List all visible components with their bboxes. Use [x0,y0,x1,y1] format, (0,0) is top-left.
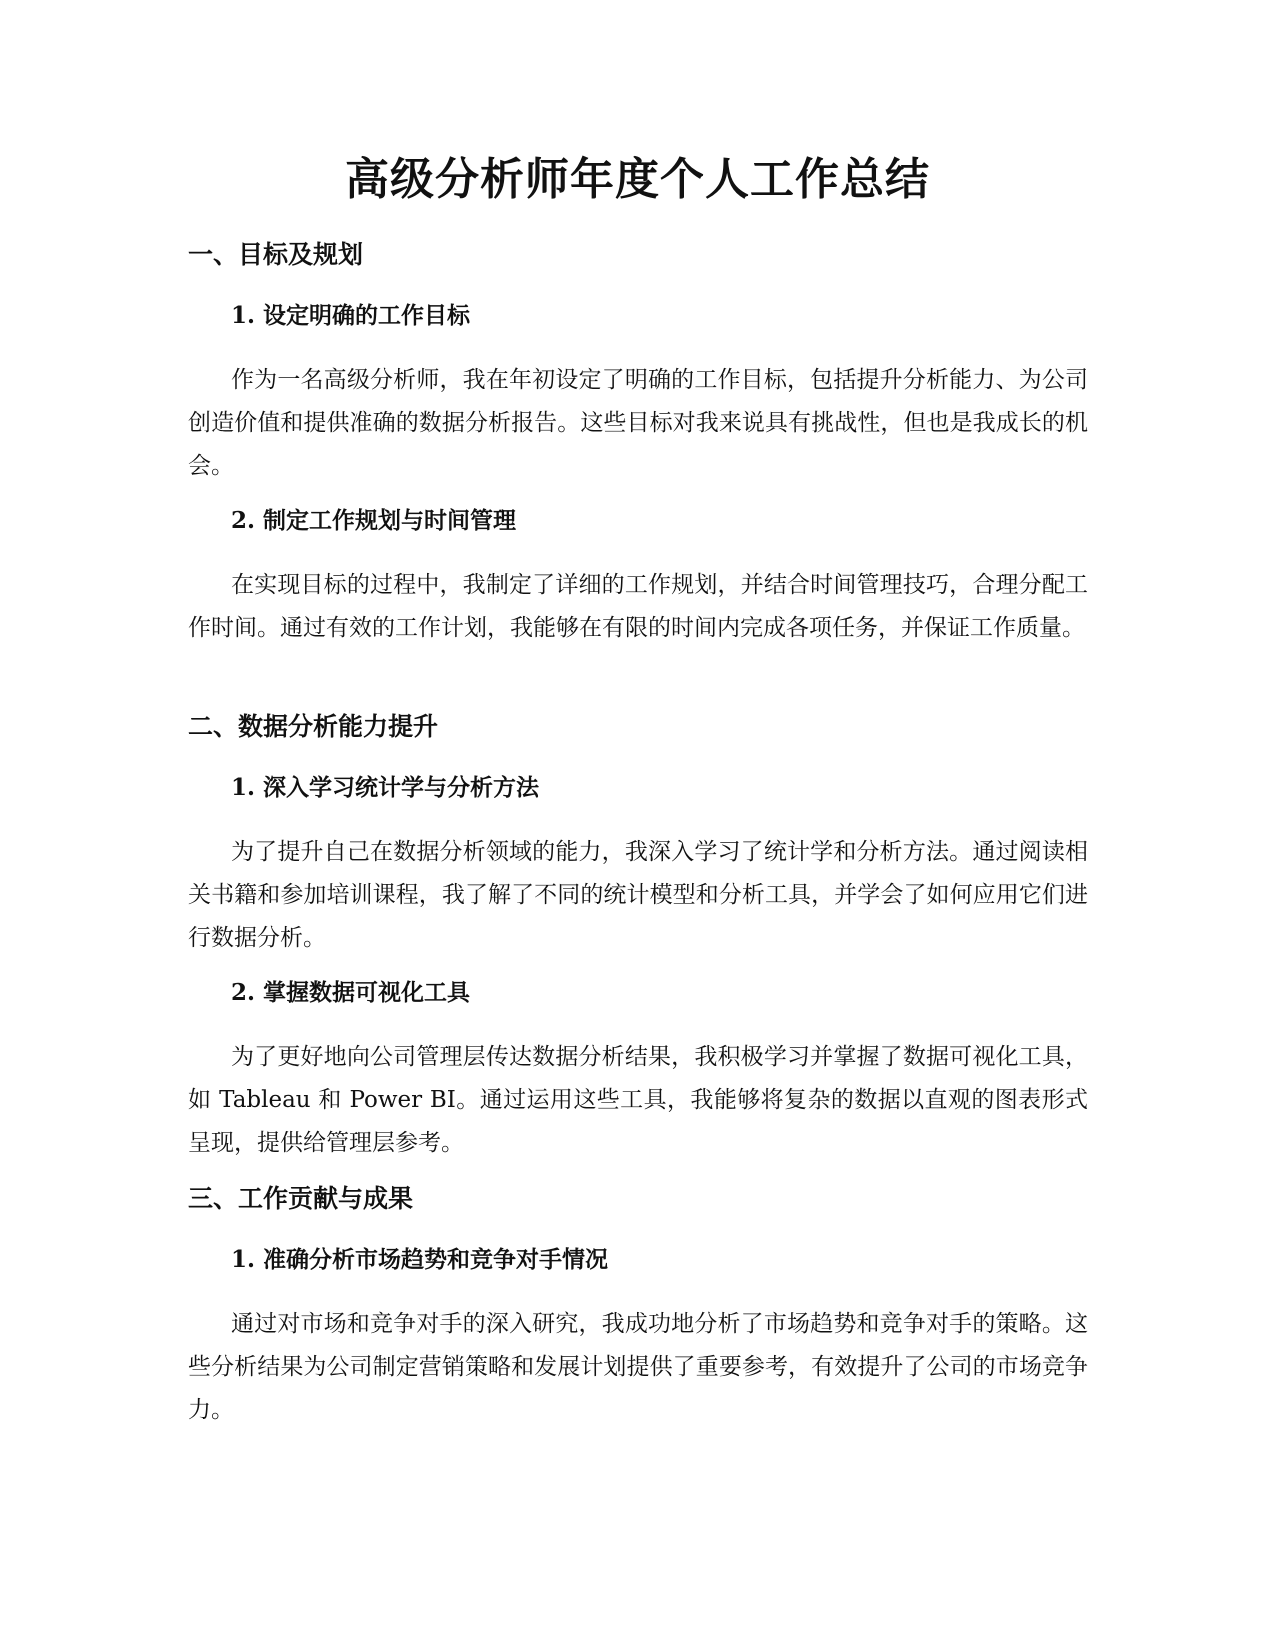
section-heading-1: 一、目标及规划 [188,240,364,269]
paragraph-1-2: 在实现目标的过程中，我制定了详细的工作规划，并结合时间管理技巧，合理分配工作时间。通过有效的工作计划，我能够在有限的时间内完成各项任务，并保证工作质量。 [188,572,1088,641]
paragraph-3-1: 通过对市场和竞争对手的深入研究，我成功地分析了市场趋势和竞争对手的策略。这些分析结果为公司制定营销策略和发展计划提供了重要参考，有效提升了公司的市场竞争力。 [188,1311,1088,1423]
section-heading-3: 三、工作贡献与成果 [188,1184,414,1213]
document-title: 高级分析师年度个人工作总结 [345,154,930,205]
subsection-heading-1-2: 2. 制定工作规划与时间管理 [231,507,517,534]
paragraph-2-2: 为了更好地向公司管理层传达数据分析结果，我积极学习并掌握了数据可视化工具，如 Tableau 和 Power BI。通过运用这些工具，我能够将复杂的数据以直观的图表形式呈现，提供给管理层参考。 [188,1044,1088,1156]
section-heading-2: 二、数据分析能力提升 [188,712,439,741]
paragraph-1-1: 作为一名高级分析师，我在年初设定了明确的工作目标，包括提升分析能力、为公司创造价值和提供准确的数据分析报告。这些目标对我来说具有挑战性，但也是我成长的机会。 [188,367,1088,479]
paragraph-2-1: 为了提升自己在数据分析领域的能力，我深入学习了统计学和分析方法。通过阅读相关书籍和参加培训课程，我了解了不同的统计模型和分析工具，并学会了如何应用它们进行数据分析。 [188,839,1088,951]
subsection-heading-2-2: 2. 掌握数据可视化工具 [231,979,471,1006]
subsection-heading-1-1: 1. 设定明确的工作目标 [231,302,471,329]
subsection-heading-3-1: 1. 准确分析市场趋势和竞争对手情况 [231,1246,609,1273]
subsection-heading-2-1: 1. 深入学习统计学与分析方法 [231,774,540,801]
